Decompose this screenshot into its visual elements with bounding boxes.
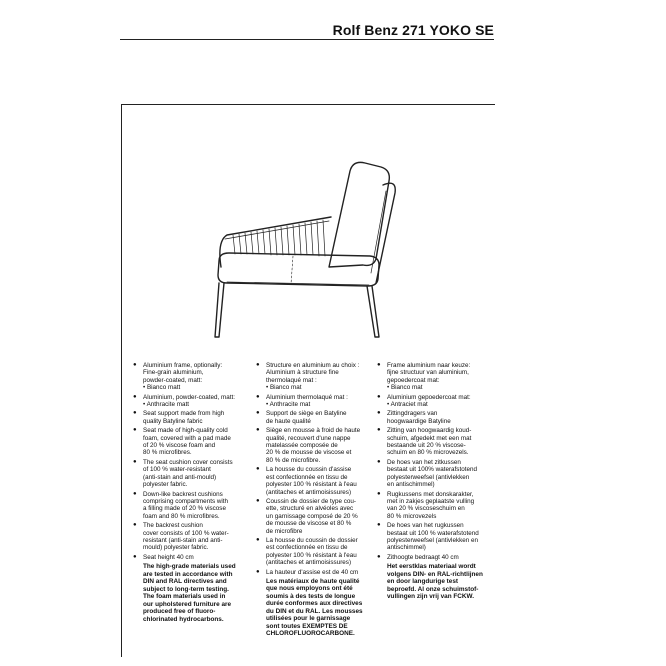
column-dutch	[377, 362, 495, 601]
spec-item: ● Aluminium gepoedercoat mat: • Antraciet mat	[377, 394, 495, 409]
spec-item: ● Rugkussens met donskarakter, met in zakjes geplaatste vulling van 20 % viscoseschuim en 80 % microvezels	[377, 491, 495, 521]
backrest-cushion	[329, 162, 389, 267]
spec-item: ● De hoes van het rugkussen bestaat uit 100 % waterafstotend polyesterweefsel (antivlekken en antischimmel)	[377, 522, 495, 552]
spec-item: ● Support de siège en Batyline de haute qualité	[256, 410, 374, 425]
spec-item: ● The seat cushion cover consists of 100 % water-resistant (anti-stain and anti-mould) polyester fabric.	[133, 459, 251, 489]
spec-item: ● De hoes van het zitkussen bestaat uit 100% waterafstotend polyesterweefsel (antivlekken en antischimmel)	[377, 459, 495, 489]
spec-item: ● Aluminium thermolaqué mat : • Anthracite mat	[256, 394, 374, 409]
column-french	[256, 362, 374, 638]
armrest-frame	[220, 217, 331, 267]
spec-item: ● Seat made of high-quality cold foam, covered with a pad made of 20 % viscose foam and 80 % microfibres.	[133, 427, 251, 457]
rear-leg	[367, 286, 379, 337]
spec-item: ● Zitting van hoogwaardig koud- schuim, afgedekt met een mat bestaande uit 20 % viscose- schuim en 80 % microvezels.	[377, 427, 495, 457]
spec-item: ● Coussin de dossier de type cou- ette, structuré en alvéoles avec un garnissage composé de 20 % de mousse de viscose et 80 % de microfibre	[256, 498, 374, 535]
spec-item: ● La housse du coussin de dossier est confectionnée en tissu de polyester 100 % résistant à l'eau (antitaches et antimoisissures)	[256, 537, 374, 567]
materials-note: Les matériaux de haute qualité que nous employons ont été soumis à des tests de longue durée conformes aux directives du DIN et du RAL. Les mousses utilisées pour le garnissage sont toutes EXEMPTES DE CHLOROFLUOROCARBONE.	[266, 577, 363, 638]
spec-item: ● Seat support made from high quality Batyline fabric	[133, 410, 251, 425]
spec-item: ● Aluminium frame, optionally: Fine-grain aluminium, powder-coated, matt: • Bianco matt	[133, 362, 251, 392]
spec-item: ● Zittingdragers van hoogwaardige Batyline	[377, 410, 495, 425]
spec-item: ● Frame aluminium naar keuze: fijne structuur van aluminium, gepoedercoat mat: • Bianco mat	[377, 362, 495, 392]
spec-item: ● Seat height 40 cm	[133, 554, 251, 561]
spec-item: ● La hauteur d'assise est de 40 cm	[256, 569, 374, 576]
spec-item: ● Down-like backrest cushions comprising compartments with a filling made of 20 % viscose foam and 80 % microfibres.	[133, 491, 251, 521]
spec-item: ● La housse du coussin d'assise est confectionnée en tissu de polyester 100 % résistant à l'eau (antitaches et antimoisissures)	[256, 466, 374, 496]
seat-cushion	[218, 253, 379, 286]
top-rule	[120, 39, 494, 40]
spec-item: ● Zithoogte bedraagt 40 cm	[377, 554, 495, 561]
spec-item: ● The backrest cushion cover consists of 100 % water- resistant (anti-stain and anti- mould) polyester fabric.	[133, 522, 251, 552]
materials-note: Het eerstklas materiaal wordt volgens DIN- en RAL-richtlijnen en door langdurige test beproefd. Al onze schuimstof- vullingen zijn vrij van FCKW.	[387, 563, 483, 601]
spec-item: ● Aluminium, powder-coated, matt: • Anthracite matt	[133, 394, 251, 409]
chair-side-view-drawing	[205, 155, 405, 345]
spec-item: ● Siège en mousse à froid de haute qualité, recouvert d'une nappe matelassée composée de 20 % de mousse de viscose et 80 % de microfibre.	[256, 427, 374, 464]
materials-note: The high-grade materials used are tested in accordance with DIN and RAL directives and subject to long-term testing. The foam materials used in our upholstered furniture are produced free of fluoro- chlorinated hydrocarbons.	[143, 563, 236, 623]
spec-item: ● Structure en aluminium au choix : Aluminium à structure fine thermolaqué mat : • Bianco mat	[256, 362, 374, 392]
column-english	[133, 362, 251, 623]
product-title: Rolf Benz 271 YOKO SE	[332, 22, 494, 38]
front-leg	[215, 283, 224, 337]
